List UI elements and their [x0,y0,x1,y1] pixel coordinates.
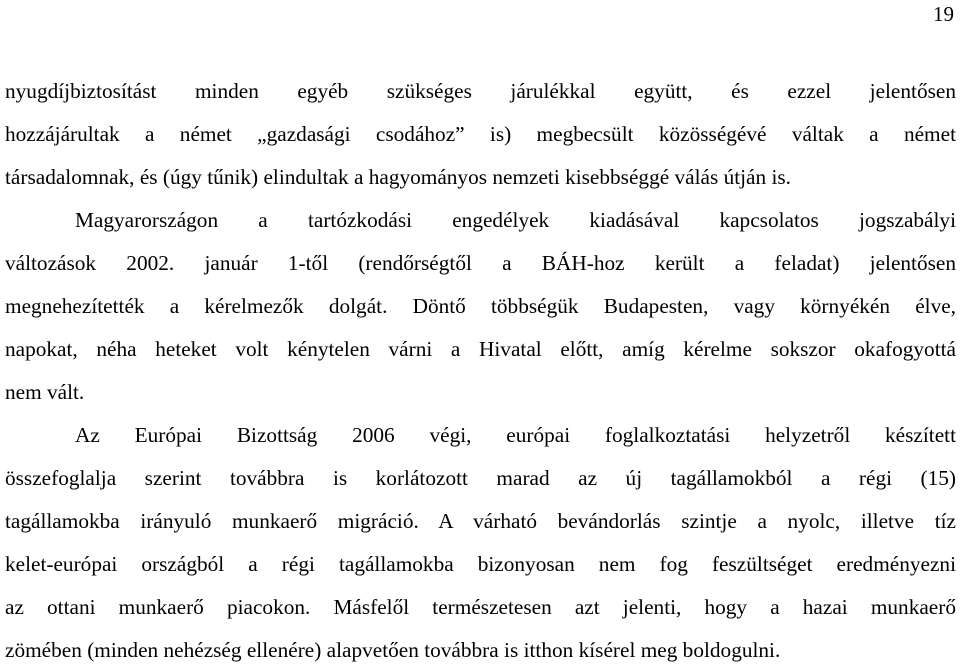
text-line: nyugdíjbiztosítást minden egyéb szükséges járulékkal együtt, és ezzel jelentősen [5,79,956,103]
text-line: az ottani munkaerő piacokon. Másfelől természetesen azt jelenti, hogy a hazai munkaerő [5,595,956,619]
text-line: tagállamokba irányuló munkaerő migráció. A várható bevándorlás szintje a nyolc, illetve tíz [5,509,956,533]
text-line: Magyarországon a tartózkodási engedélyek kiadásával kapcsolatos jogszabályi [75,208,956,232]
text-line: megnehezítették a kérelmezők dolgát. Döntő többségük Budapesten, vagy környékén élve, [5,294,956,318]
text-line: Az Európai Bizottság 2006 végi, európai foglalkoztatási helyzetről készített [75,423,956,447]
text-line: zömében (minden nehézség ellenére) alapvetően továbbra is itthon kísérel meg boldogulni. [5,638,781,662]
text-line: változások 2002. január 1-től (rendőrségtől a BÁH-hoz került a feladat) jelentősen [5,251,956,275]
page-number: 19 [933,2,954,26]
text-line: összefoglalja szerint továbbra is korlátozott marad az új tagállamokból a régi (15) [5,466,956,490]
text-line: nem vált. [5,380,85,404]
text-line: napokat, néha heteket volt kénytelen várni a Hivatal előtt, amíg kérelme sokszor okafogyottá [5,337,956,361]
text-line: kelet-európai országból a régi tagállamokba bizonyosan nem fog feszültséget eredményezni [5,552,956,576]
text-line: hozzájárultak a német „gazdasági csodához” is) megbecsült közösségévé váltak a német [5,122,956,146]
body-text [5,70,956,672]
text-line: társadalomnak, és (úgy tűnik) elindultak a hagyományos nemzeti kisebbséggé válás útján is. [5,165,792,189]
